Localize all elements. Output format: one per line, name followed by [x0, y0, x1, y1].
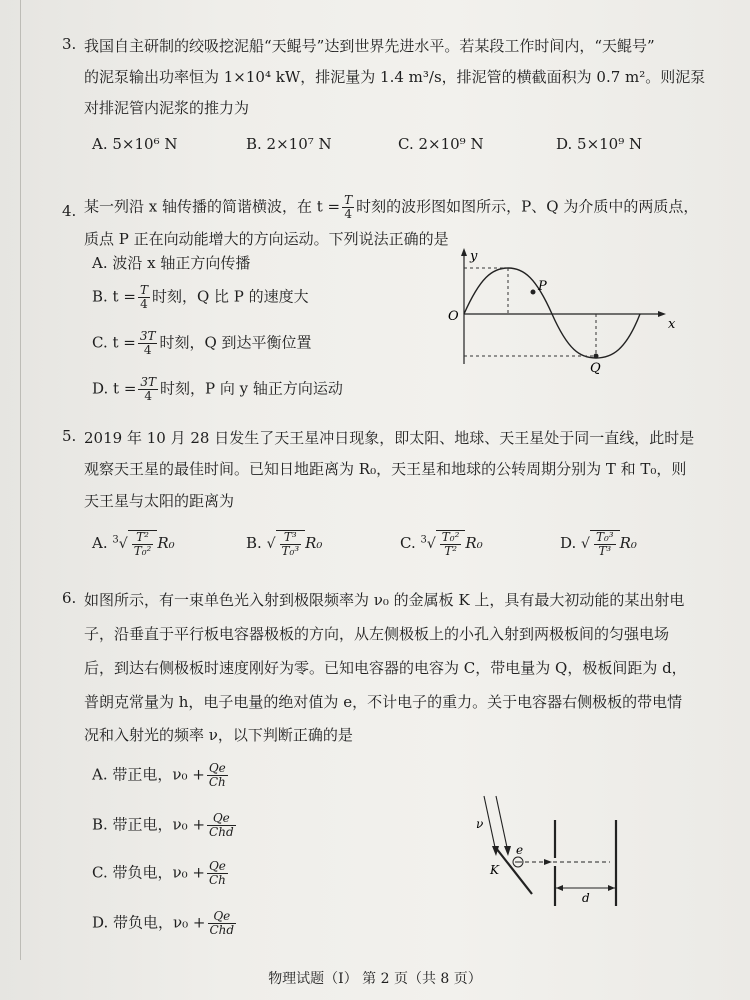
x-axis-arrow-icon: [658, 311, 666, 317]
page-footer: 物理试题（Ⅰ） 第 2 页（共 8 页）: [268, 971, 482, 987]
q6-option-c: C. 带负电，ν₀ + $\frac{Qe}{Ch}$: [92, 859, 226, 887]
point-q: [594, 354, 599, 359]
q5-option-b: B. √ $\frac{\text{T³}}{\text{T₀³}}$ R₀: [246, 530, 323, 558]
k-label: K: [490, 863, 499, 877]
q5-line2: 观察天王星的最佳时间。已知日地距离为 R₀，天王星和地球的公转周期分别为 T 和 T₀，则: [84, 460, 687, 478]
q4-option-b: B. t = $\frac{T}{4}$ 时刻，Q 比 P 的速度大: [92, 283, 309, 311]
x-label: x: [668, 317, 676, 332]
q4-frac-t4: $\frac{T}{4}$: [344, 193, 353, 221]
q-label: Q: [590, 361, 601, 376]
q4-line1a: 某一列沿 x 轴传播的简谐横波，在 t =: [84, 197, 341, 216]
q4-option-a: A. 波沿 x 轴正方向传播: [92, 254, 251, 272]
point-p: [531, 290, 536, 295]
q5-line3: 天王星与太阳的距离为: [84, 492, 235, 510]
q6-option-a: A. 带正电，ν₀ + $\frac{Qe}{Ch}$: [92, 761, 226, 789]
q6-line2: 子，沿垂直于平行板电容器极板的方向，从左侧极板上的小孔入射到两极板间的匀强电场: [84, 625, 670, 643]
q3-line3: 对排泥管内泥浆的推力为: [84, 99, 250, 117]
q3-line2: 的泥泵输出功率恒为 1×10⁴ kW，排泥量为 1.4 m³/s，排泥管的横截面积为 0.7 m²。则泥泵: [84, 68, 706, 86]
wave-graph: [440, 246, 680, 376]
y-axis-arrow-icon: [461, 248, 467, 256]
q4-line2: 质点 P 正在向动能增大的方向运动。下列说法正确的是: [84, 230, 449, 248]
q3-line1: 我国自主研制的绞吸挖泥船“天鲲号”达到世界先进水平。若某段工作时间内，“天鲲号”: [84, 37, 655, 55]
q5-number: 5.: [62, 427, 77, 445]
q3-option-b: B. 2×10⁷ N: [246, 135, 332, 153]
origin-label: O: [448, 309, 459, 324]
q4-line1b: 时刻的波形图如图所示，P、Q 为介质中的两质点，: [356, 197, 699, 216]
q3-option-c: C. 2×10⁹ N: [398, 135, 484, 153]
q6-number: 6.: [62, 589, 77, 607]
metal-plate-k: [496, 848, 532, 894]
q4-option-c: C. t = $\frac{3T}{4}$ 时刻，Q 到达平衡位置: [92, 329, 312, 357]
d-label: d: [582, 891, 590, 905]
p-label: P: [538, 279, 547, 294]
q3-number: 3.: [62, 35, 77, 53]
q6-line3: 后，到达右侧极板时速度刚好为零。已知电容器的电容为 C，带电量为 Q，极板间距为 d，: [84, 659, 687, 677]
q6-option-b: B. 带正电，ν₀ + $\frac{Qe}{\text{Chd}}$: [92, 811, 234, 839]
q6-line5: 况和入射光的频率 ν，以下判断正确的是: [84, 726, 353, 744]
nu-label: ν: [476, 817, 484, 831]
light-ray-1: [484, 796, 496, 852]
q5-line1: 2019 年 10 月 28 日发生了天王星冲日现象，即太阳、地球、天王星处于同一直线，此时是: [84, 429, 695, 447]
light-ray-2: [496, 796, 508, 852]
e-label: e: [516, 843, 524, 857]
q3-option-a: A. 5×10⁶ N: [92, 135, 178, 153]
wave-curve: [464, 268, 640, 358]
q4-option-d: D. t = $\frac{3T}{4}$ 时刻，P 向 y 轴正方向运动: [92, 375, 343, 403]
binding-line: [20, 0, 21, 960]
q6-option-d: D. 带负电，ν₀ + $\frac{Qe}{\text{Chd}}$: [92, 909, 235, 937]
q3-option-d: D. 5×10⁹ N: [556, 135, 643, 153]
q6-line1: 如图所示，有一束单色光入射到极限频率为 ν₀ 的金属板 K 上，具有最大初动能的某出射电: [84, 591, 685, 609]
q4-line1: [84, 194, 698, 221]
q5-option-c: C. $^3$√ $\frac{\text{T₀²}}{\text{T²}}$ R₀: [400, 530, 483, 558]
q5-option-d: D. √ $\frac{\text{T₀³}}{\text{T³}}$ R₀: [560, 530, 637, 558]
y-label: y: [470, 249, 478, 264]
q6-line4: 普朗克常量为 h，电子电量的绝对值为 e，不计电子的重力。关于电容器右侧极板的带电情: [84, 693, 683, 711]
q4-number: 4.: [62, 202, 77, 220]
q5-option-a: A. $^3$√ $\frac{\text{T²}}{\text{T₀²}}$ R₀: [92, 530, 175, 558]
capacitor-diagram: [470, 790, 630, 920]
